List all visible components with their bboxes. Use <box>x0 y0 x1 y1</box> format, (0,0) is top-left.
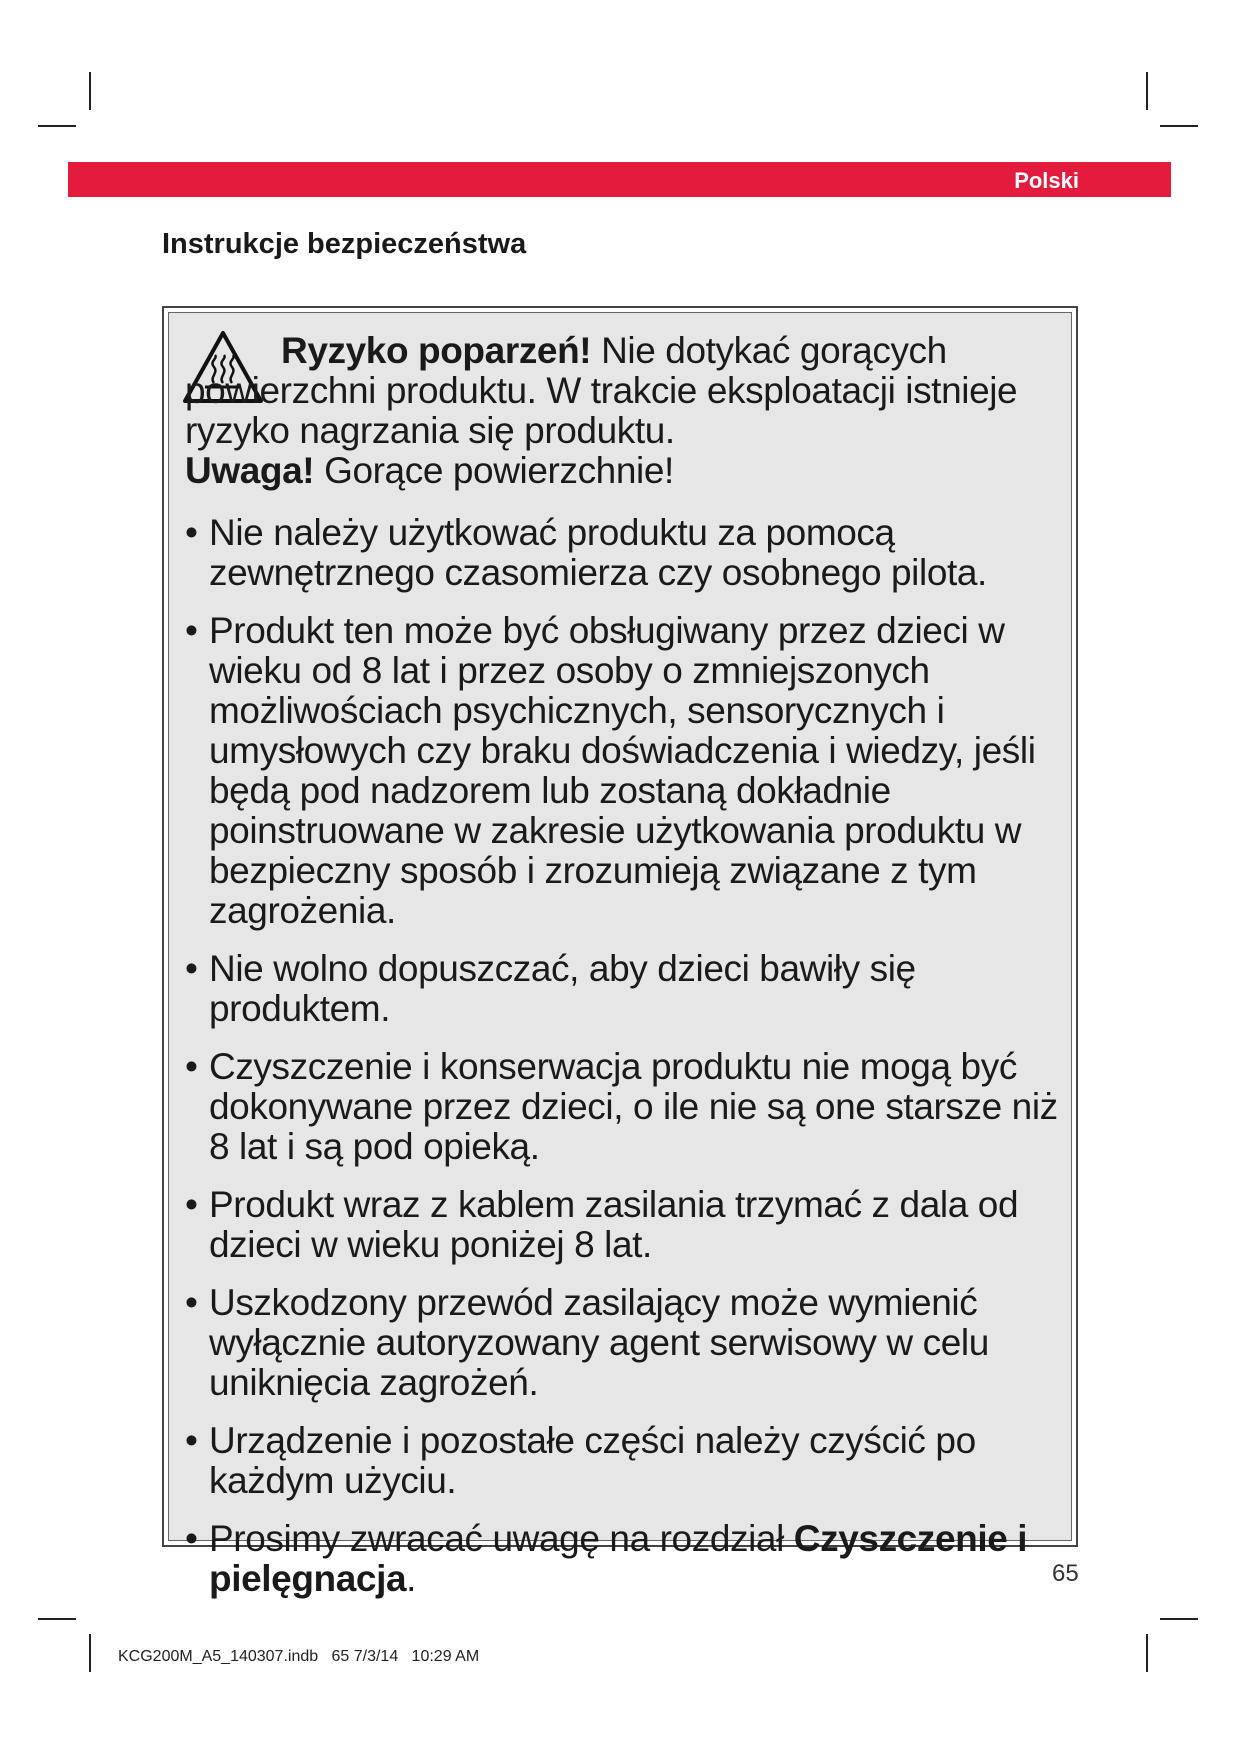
print-footer: KCG200M_A5_140307.indb 65 7/3/14 10:29 AM <box>118 1648 480 1665</box>
list-item-text: Urządzenie i pozostałe części należy czyścić po każdym użyciu. <box>209 1420 976 1501</box>
bullet-dot: • <box>185 512 198 553</box>
list-item <box>185 1283 1065 1403</box>
bullet-dot: • <box>185 1282 198 1323</box>
section-title: Instrukcje bezpieczeństwa <box>162 228 527 260</box>
list-item <box>185 1421 1065 1501</box>
bullet-dot: • <box>185 610 198 651</box>
bullet-dot: • <box>185 1046 198 1087</box>
list-item-end: . <box>406 1558 417 1599</box>
list-item-text: Nie należy użytkować produktu za pomocą zewnętrznego czasomierza czy osobnego pilota. <box>209 512 987 593</box>
list-item <box>185 1047 1065 1167</box>
bullet-dot: • <box>185 948 198 989</box>
chapter-reference: Czyszczenie i pielęgnacja <box>209 1518 1028 1599</box>
bullet-dot: • <box>185 1420 198 1461</box>
list-item-text: Produkt wraz z kablem zasilania trzymać z dala od dzieci w wieku poniżej 8 lat. <box>209 1184 1019 1265</box>
list-item-text: Uszkodzony przewód zasilający może wymienić wyłącznie autoryzowany agent serwisowy w celu uniknięcia zagrożeń. <box>209 1282 989 1403</box>
list-item-text: Czyszczenie i konserwacja produktu nie mogą być dokonywane przez dzieci, o ile nie są one starsze niż 8 lat i są pod opieką. <box>209 1046 1058 1167</box>
language-label: Polski <box>1014 168 1079 193</box>
burn-risk-text: Nie dotykać gorących powierzchni produktu. W trakcie eksploatacji istnieje ryzyko nagrzania się produktu. <box>185 330 1018 451</box>
crop-mark <box>89 72 91 110</box>
burn-risk-paragraph <box>185 331 1065 491</box>
crop-mark <box>1160 1618 1198 1620</box>
bullet-dot: • <box>185 1184 198 1225</box>
bullet-dot: • <box>185 1518 198 1559</box>
list-item <box>185 611 1065 931</box>
burn-risk-title: Ryzyko poparzeń! <box>281 330 592 371</box>
header-bar <box>68 162 1171 197</box>
page-number: 65 <box>1052 1560 1079 1587</box>
crop-mark <box>89 1634 91 1672</box>
list-item <box>185 1519 1065 1599</box>
caution-text: Gorące powierzchnie! <box>314 450 674 491</box>
crop-mark <box>1146 72 1148 110</box>
safety-list <box>185 513 1065 1599</box>
list-item <box>185 513 1065 593</box>
warning-content <box>185 331 1065 1617</box>
crop-mark <box>1146 1634 1148 1672</box>
crop-mark <box>1160 125 1198 127</box>
list-item-text: Prosimy zwracać uwagę na rozdział <box>209 1518 794 1559</box>
crop-mark <box>38 1618 76 1620</box>
crop-mark <box>38 125 76 127</box>
list-item-text: Produkt ten może być obsługiwany przez dzieci w wieku od 8 lat i przez osoby o zmniejszonych możliwościach psychicznych, sensorycznych i umysłowych czy braku doświadczenia i wiedzy, jeśli będą pod nadzorem lub zostaną dokładnie poinstruowane w zakresie użytkowania produktu w bezpieczny sposób i zrozumieją związane z tym zagrożenia. <box>209 610 1036 931</box>
list-item <box>185 1185 1065 1265</box>
list-item <box>185 949 1065 1029</box>
list-item-text: Nie wolno dopuszczać, aby dzieci bawiły się produktem. <box>209 948 916 1029</box>
caution-title: Uwaga! <box>185 450 315 491</box>
